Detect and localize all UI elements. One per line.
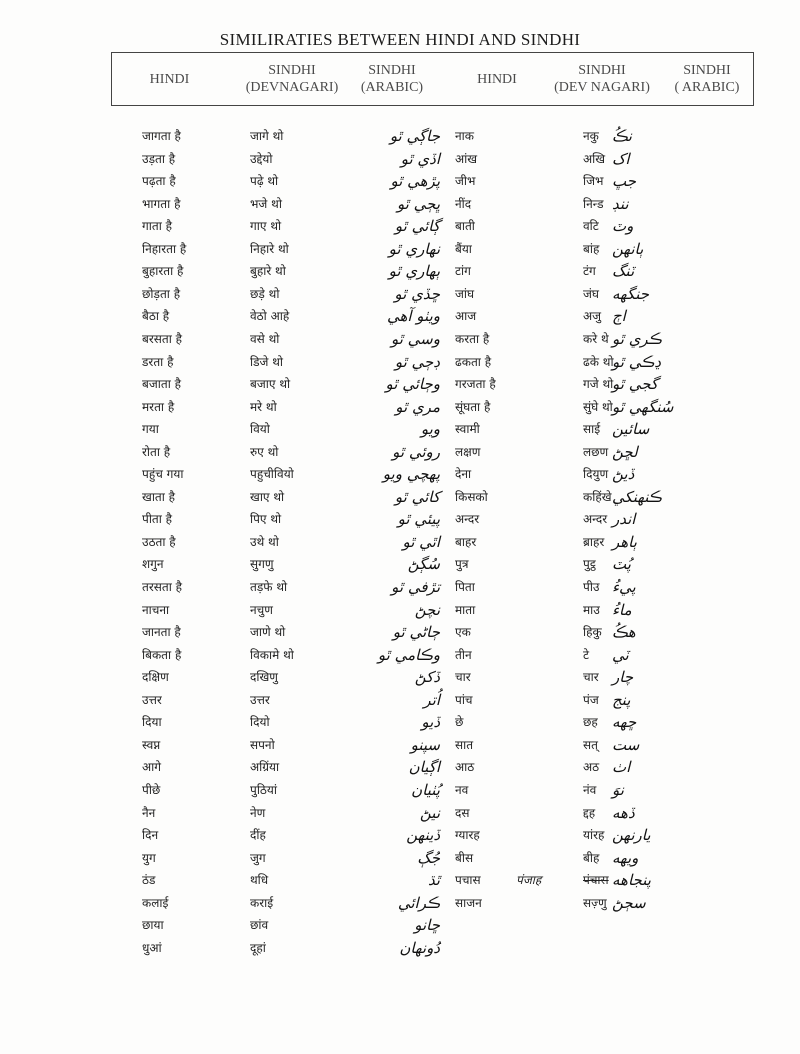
hindi-word: पहुंच गया [142, 467, 184, 482]
sindhi-arabic-word: مري ٿو [395, 397, 440, 416]
sindhi-arabic-word: اڏي ٿو [400, 149, 440, 168]
sindhi-devnagari-word: थधि [250, 873, 269, 888]
sindhi-devnagari-word: जाणे थो [250, 625, 286, 640]
sindhi-arabic-word: روئي ٿو [392, 442, 440, 461]
sindhi-devnagari-word: द्दह [583, 805, 596, 820]
column-header-box [111, 52, 754, 106]
sindhi-devnagari-word: साई [583, 422, 601, 437]
header-label: SINDHI [578, 63, 626, 78]
hindi-word: एक [455, 625, 471, 640]
sindhi-arabic-word: ڏکڻ [414, 668, 440, 687]
table-row [0, 645, 800, 667]
sindhi-arabic-word: نيڻ [419, 803, 440, 822]
sindhi-devnagari-word: वेठो आहे [250, 309, 290, 324]
sindhi-arabic-word: ڇڏي ٿو [394, 284, 440, 303]
sindhi-arabic-word: اٺ [612, 758, 631, 777]
sindhi-devnagari-word: नेण [250, 805, 266, 820]
sindhi-arabic-word: پيئي ٿو [397, 510, 440, 529]
sindhi-arabic-word: ڄاڻي ٿو [392, 623, 440, 642]
hindi-word: नव [455, 782, 469, 797]
hindi-word: उड़ता है [142, 151, 176, 166]
hindi-word: खाता है [142, 489, 176, 504]
sindhi-arabic-word: سڄڻ [612, 893, 646, 912]
table-row [0, 825, 800, 847]
hindi-word: पीता है [142, 512, 173, 527]
sindhi-arabic-word: سائين [612, 420, 650, 439]
hindi-word: अन्दर [455, 512, 480, 527]
sindhi-devnagari-word: कराई [250, 895, 274, 910]
sindhi-devnagari-word: जुग [250, 850, 266, 865]
hindi-word: आंख [455, 151, 478, 166]
table-row [0, 419, 800, 441]
hindi-word: आज [455, 309, 477, 324]
sindhi-devnagari-word: दियो [250, 715, 270, 730]
sindhi-devnagari-word: दखिणु [250, 670, 278, 685]
hindi-word: छोड़ता है [142, 286, 181, 301]
hindi-word: पचास [455, 873, 481, 888]
sindhi-devnagari-word: पिए थो [250, 512, 282, 527]
sindhi-devnagari-word: छड़े थो [250, 286, 280, 301]
table-row [0, 194, 800, 216]
sindhi-devnagari-word: करे थे [583, 331, 609, 346]
sindhi-arabic-word: اندر [612, 510, 636, 529]
sindhi-arabic-word: پيءُ [612, 578, 636, 596]
sindhi-arabic-word: نهاري ٿو [388, 239, 440, 258]
sindhi-devnagari-word: नकु [583, 129, 599, 143]
table-row [0, 712, 800, 734]
sindhi-devnagari-word: गाए थो [250, 219, 282, 234]
sindhi-arabic-word: ويٺو آهي [386, 307, 440, 326]
table-row [0, 397, 800, 419]
sindhi-devnagari-word: उत्तर [250, 692, 270, 707]
sindhi-arabic-word: جُڳ [417, 848, 440, 867]
sindhi-arabic-word: ڊڄي ٿو [394, 352, 440, 371]
sindhi-arabic-word: يارنهن [612, 826, 651, 845]
header-hindi-left [122, 53, 217, 105]
table-row [0, 938, 800, 960]
sindhi-devnagari-word: दींह [250, 828, 266, 843]
sindhi-devnagari-word: वियो [250, 422, 270, 437]
hindi-word: बुहारता है [142, 264, 184, 279]
sindhi-devnagari-word: गजे थो [583, 377, 614, 392]
hindi-word: दक्षिण [142, 670, 169, 685]
sindhi-arabic-word: هڪُ [612, 623, 636, 642]
table-row [0, 239, 800, 261]
hindi-word: ठंड [142, 873, 156, 888]
hindi-word: बैंया [455, 241, 472, 256]
table-row [0, 757, 800, 779]
table-row [0, 870, 800, 892]
sindhi-arabic-word: پڙهي ٿو [390, 172, 440, 191]
sindhi-devnagari-word: पुट्ठ [583, 557, 596, 572]
header-sublabel: ( ARABIC) [674, 80, 740, 95]
hindi-word: नाक [455, 129, 474, 143]
sindhi-arabic-word: جاڳي ٿو [389, 127, 440, 145]
sindhi-arabic-word: گجي ٿو [612, 375, 659, 394]
sindhi-devnagari-word: सपनो [250, 737, 275, 752]
sindhi-devnagari-word: सुगणु [250, 557, 274, 572]
header-sindhi-arabic-left [347, 53, 437, 105]
sindhi-arabic-word: ٻهاري ٿو [388, 262, 440, 281]
sindhi-arabic-word: پهچي ويو [382, 465, 440, 484]
table-row [0, 577, 800, 599]
hindi-word: मरता है [142, 399, 175, 414]
table-row [0, 306, 800, 328]
sindhi-devnagari-word: हिकु [583, 625, 602, 640]
sindhi-arabic-word: وڄائي ٿو [385, 375, 440, 394]
sindhi-arabic-word: اڳيان [408, 758, 440, 777]
table-row [0, 803, 800, 825]
hindi-word: माता [455, 602, 476, 617]
hindi-word: जानता है [142, 625, 181, 640]
table-row [0, 374, 800, 396]
sindhi-devnagari-word: अग्रिंया [250, 760, 280, 775]
sindhi-arabic-word: ڏهه [612, 803, 635, 822]
table-row [0, 667, 800, 689]
sindhi-devnagari-word: सत् [583, 737, 598, 752]
hindi-word: बजाता है [142, 377, 181, 392]
sindhi-arabic-word: پنج [612, 690, 631, 709]
sindhi-devnagari-word: उद्देयो [250, 151, 273, 166]
hindi-word: नाचना [142, 602, 170, 617]
hindi-word: स्वप्न [142, 737, 161, 752]
sindhi-devnagari-word: वसे थो [250, 331, 280, 346]
sindhi-devnagari-word: नंव [583, 782, 597, 797]
hindi-word: निहारता है [142, 241, 187, 256]
sindhi-arabic-word: چار [612, 668, 634, 687]
sindhi-arabic-word: وسي ٿو [390, 329, 440, 348]
hindi-word: उठता है [142, 534, 176, 549]
hindi-word: छाया [142, 918, 164, 933]
header-sindhi-devnagari-left [232, 53, 352, 105]
table-row [0, 554, 800, 576]
header-label: HINDI [149, 71, 190, 87]
hindi-word: साजन [455, 895, 482, 910]
sindhi-devnagari-word: रुए थो [250, 444, 279, 459]
sindhi-devnagari-word: लछण [583, 444, 609, 459]
table-row [0, 532, 800, 554]
sindhi-devnagari-word: टे [583, 647, 590, 662]
sindhi-arabic-word: پُٺيان [411, 780, 440, 799]
sindhi-arabic-word: دُونهان [399, 938, 440, 957]
sindhi-devnagari-word: पुठियां [250, 782, 277, 797]
hindi-word: गया [142, 422, 159, 437]
sindhi-devnagari-word: तड़फे थो [250, 580, 288, 594]
table-row [0, 509, 800, 531]
sindhi-arabic-word: نڪُ [612, 127, 632, 145]
sindhi-arabic-word: وڪامي ٿو [377, 645, 440, 664]
sindhi-arabic-word: ڪنهنکي [612, 487, 662, 506]
sindhi-arabic-word: ڏينهن [406, 826, 440, 845]
sindhi-arabic-word: ڍڪي ٿو [612, 352, 661, 371]
sindhi-devnagari-word: निहारे थो [250, 241, 289, 256]
sindhi-arabic-word: اڄ [612, 307, 626, 326]
hindi-word: टांग [455, 264, 471, 279]
hindi-word: लक्षण [455, 444, 481, 459]
sindhi-devnagari-word: खाए थो [250, 489, 285, 504]
hindi-word: शगुन [142, 557, 164, 572]
table-row [0, 893, 800, 915]
sindhi-arabic-word: ٽي [612, 645, 629, 664]
sindhi-devnagari-word: वटि [583, 219, 599, 234]
sindhi-devnagari-word: उथे थो [250, 534, 279, 549]
sindhi-devnagari-word: अखि [583, 151, 606, 166]
hindi-word: बरसता है [142, 331, 183, 346]
sindhi-devnagari-word: बांह [583, 241, 600, 256]
hindi-word: धुआं [142, 940, 162, 955]
sindhi-devnagari-word: मरे थो [250, 399, 277, 414]
hindi-word: दिया [142, 715, 162, 730]
table-row [0, 352, 800, 374]
sindhi-arabic-word: نچڻ [414, 600, 440, 619]
sindhi-arabic-word: اٿي ٿو [402, 532, 440, 551]
hindi-word: ग्यारह [455, 828, 480, 843]
hindi-word: गाता है [142, 219, 172, 234]
sindhi-devnagari-word: पंजाह [516, 873, 542, 888]
sindhi-devnagari-word: टंग [583, 264, 596, 279]
sindhi-devnagari-word: दूहां [250, 940, 266, 955]
table-row [0, 735, 800, 757]
sindhi-arabic-word: ست [612, 735, 640, 754]
hindi-word: दस [455, 805, 470, 820]
sindhi-arabic-word: جنگهه [612, 284, 650, 303]
hindi-word: बाहर [455, 534, 477, 549]
sindhi-devnagari-struck-word: पंचास [583, 873, 609, 888]
hindi-word: जागता है [142, 129, 181, 143]
table-row [0, 442, 800, 464]
hindi-word: भागता है [142, 196, 181, 211]
header-label: HINDI [477, 71, 517, 87]
header-sublabel: (ARABIC) [360, 80, 424, 95]
sindhi-arabic-word: وٽ [612, 217, 634, 236]
sindhi-devnagari-word: जागे थो [250, 129, 284, 143]
table-row [0, 600, 800, 622]
header-sindhi-arabic-right [662, 53, 752, 105]
sindhi-devnagari-word: बुहारे थो [250, 264, 286, 279]
sindhi-devnagari-word: ढके थो [583, 354, 614, 369]
sindhi-arabic-word: پُٽ [612, 555, 631, 574]
table-row [0, 261, 800, 283]
sindhi-devnagari-word: अठ [583, 760, 600, 775]
table-row [0, 284, 800, 306]
sindhi-devnagari-word: जिभ [583, 174, 604, 189]
sindhi-arabic-word: ٻانهن [612, 239, 644, 258]
sindhi-arabic-word: ڳائي ٿو [394, 217, 440, 236]
hindi-word: डरता है [142, 354, 174, 369]
hindi-word: करता है [455, 331, 490, 346]
hindi-word: गरजता है [455, 377, 496, 392]
hindi-word: पिता [455, 580, 475, 594]
hindi-word: सात [455, 737, 474, 752]
header-sublabel: (DEVNAGARI) [245, 80, 339, 95]
sindhi-arabic-word: ڇانو [414, 916, 440, 935]
hindi-word: आगे [142, 760, 162, 775]
hindi-word: किसको [455, 489, 488, 504]
sindhi-arabic-word: نوَ [612, 780, 624, 799]
table-row [0, 690, 800, 712]
sindhi-arabic-word: سُڳڻ [407, 555, 440, 574]
sindhi-arabic-word: ننڊ [612, 194, 629, 213]
sindhi-arabic-word: ڪري ٿو [612, 329, 662, 348]
hindi-word: देना [455, 467, 472, 482]
table-row [0, 329, 800, 351]
sindhi-devnagari-word: छह [583, 715, 598, 730]
hindi-word: पीछे [142, 782, 161, 797]
hindi-word: जांघ [455, 286, 475, 301]
sindhi-devnagari-word: माउ [583, 602, 600, 617]
hindi-word: बिकता है [142, 647, 182, 662]
hindi-word: नींद [455, 196, 472, 211]
hindi-word: छे [455, 715, 464, 730]
hindi-word: तीन [455, 647, 472, 662]
hindi-word: पुत्र [455, 557, 469, 572]
sindhi-devnagari-word: पीउ [583, 580, 600, 594]
sindhi-arabic-word: ٿڌ [427, 871, 440, 890]
hindi-word: चार [455, 670, 471, 685]
hindi-word: नैन [142, 805, 156, 820]
sindhi-devnagari-word: बजाए थो [250, 377, 291, 392]
sindhi-devnagari-word: पंज [583, 692, 599, 707]
table-row [0, 464, 800, 486]
sindhi-devnagari-word: दियुण [583, 467, 609, 482]
sindhi-devnagari-word: भजे थो [250, 196, 282, 211]
sindhi-arabic-word: ڏيڻ [612, 465, 635, 484]
table-row [0, 171, 800, 193]
sindhi-devnagari-word: अजु [583, 309, 602, 324]
sindhi-devnagari-word: कहिंखे [583, 489, 612, 504]
header-hindi-right [452, 53, 542, 105]
sindhi-arabic-word: ٽنگ [612, 262, 635, 281]
hindi-word: बाती [455, 219, 475, 234]
page-title: SIMILIRATIES BETWEEN HINDI AND SINDHI [219, 30, 581, 49]
sindhi-arabic-word: ويو [420, 420, 440, 439]
sindhi-arabic-word: اُتر [423, 690, 440, 709]
hindi-word: सूंघता है [455, 399, 491, 414]
table-row [0, 848, 800, 870]
sindhi-arabic-word: سُنگهي ٿو [612, 397, 674, 416]
sindhi-devnagari-word: अन्दर [583, 512, 608, 527]
hindi-word: रोता है [142, 444, 171, 459]
hindi-word: स्वामी [455, 422, 480, 437]
sindhi-arabic-word: ڪرائي [397, 893, 440, 912]
sindhi-devnagari-word: पहुचीवियो [250, 467, 294, 482]
sindhi-arabic-word: ويهه [612, 848, 639, 867]
sindhi-arabic-word: لڇڻ [612, 442, 638, 461]
sindhi-arabic-word: کائي ٿو [394, 487, 440, 506]
hindi-word: बीस [455, 850, 474, 865]
sindhi-devnagari-word: सुंघे थो [583, 399, 613, 414]
sindhi-devnagari-word: ब्राहर [583, 534, 605, 549]
sindhi-devnagari-word: डिजे थो [250, 354, 284, 369]
header-label: SINDHI [368, 63, 416, 78]
sindhi-devnagari-word: सज़्णु [583, 895, 607, 910]
sindhi-arabic-word: ٻاهر [612, 532, 637, 551]
sindhi-devnagari-word: चार [583, 670, 599, 685]
header-label: SINDHI [683, 63, 731, 78]
sindhi-arabic-word: پنجاهه [612, 871, 651, 890]
hindi-word: ढकता है [455, 354, 492, 369]
sindhi-devnagari-word: जंघ [583, 286, 599, 301]
sindhi-arabic-word: ماءُ [612, 600, 632, 619]
hindi-word: बैठा है [142, 309, 170, 324]
hindi-word: तरसता है [142, 580, 182, 594]
table-row [0, 487, 800, 509]
table-row [0, 149, 800, 171]
sindhi-arabic-word: ڏيو [421, 713, 440, 732]
sindhi-devnagari-word: पढ़े थो [250, 174, 279, 189]
table-row [0, 126, 800, 148]
sindhi-devnagari-word: नचुण [250, 602, 273, 617]
header-sindhi-devnagari-right [537, 53, 667, 105]
hindi-word: पांच [455, 692, 473, 707]
header-sublabel: (DEV NAGARI) [554, 80, 650, 95]
sindhi-arabic-word: سپنو [410, 735, 440, 754]
sindhi-devnagari-word: बीह [583, 850, 600, 865]
table-row [0, 216, 800, 238]
hindi-word: आठ [455, 760, 475, 775]
hindi-word: दिन [142, 828, 159, 843]
hindi-word: कलाई [142, 895, 169, 910]
sindhi-devnagari-word: छांव [250, 918, 269, 933]
header-label: SINDHI [268, 63, 316, 78]
hindi-word: पढ़ता है [142, 174, 176, 189]
sindhi-devnagari-word: विकामे थो [250, 647, 294, 662]
sindhi-arabic-word: جڀ [612, 172, 637, 191]
sindhi-arabic-word: تڙفي ٿو [391, 578, 440, 596]
sindhi-arabic-word: اک [612, 149, 630, 168]
hindi-word: युग [142, 850, 156, 865]
table-row [0, 915, 800, 937]
sindhi-arabic-word: ڇهه [612, 713, 637, 732]
hindi-word: जीभ [455, 174, 476, 189]
table-row [0, 622, 800, 644]
hindi-word: उत्तर [142, 692, 162, 707]
table-row [0, 780, 800, 802]
sindhi-arabic-word: ڀڄي ٿو [396, 194, 440, 213]
sindhi-devnagari-word: यांरह [583, 828, 605, 843]
sindhi-devnagari-word: निन्ड [583, 196, 604, 211]
